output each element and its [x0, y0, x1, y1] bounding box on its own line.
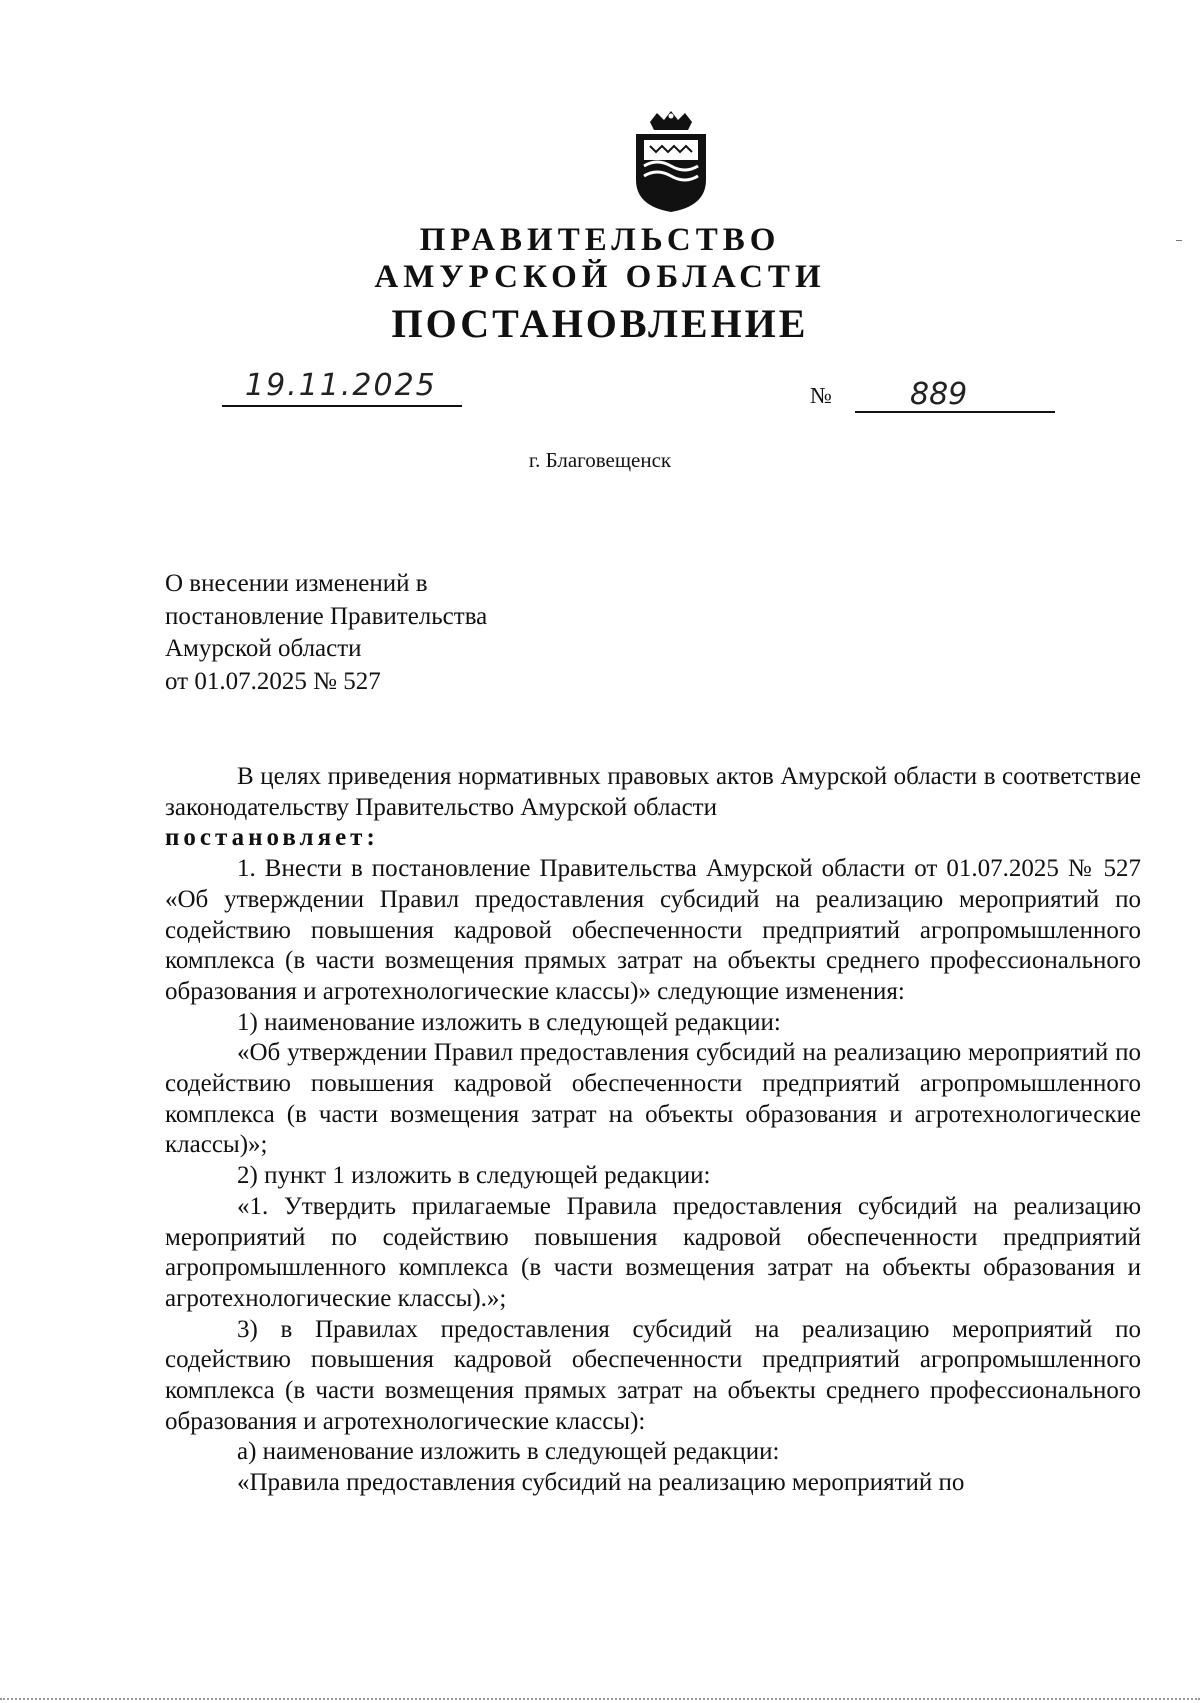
document-subject — [165, 568, 487, 698]
subject-line: от 01.07.2025 № 527 — [165, 667, 381, 695]
body-paragraph: «1. Утвердить прилагаемые Правила предоставления субсидий на реализацию мероприятий по содействию повышения кадровой обеспеченности предприятий агропромышленного комплекса (в части возмещения затрат на объекты образования и агротехнологические классы).»; — [165, 1192, 1141, 1312]
body-paragraph: 3) в Правилах предоставления субсидий на реализацию мероприятий по содействию повышения кадровой обеспеченности предприятий агропромышленного комплекса (в части возмещения прямых затрат на объекты среднего профессионального образования и агротехнологические классы): — [165, 1315, 1141, 1435]
body-paragraph: 1. Внести в постановление Правительства Амурской области от 01.07.2025 № 527 «Об утверждении Правил предоставления субсидий на реализацию мероприятий по содействию повышения кадровой обеспеченности предприятий агропромышленного комплекса (в части возмещения прямых затрат на объекты среднего профессионального образования и агротехнологические классы)» следующие изменения: — [165, 855, 1141, 1005]
subject-line: постановление Правительства — [165, 602, 488, 630]
org-name-line2: АМУРСКОЙ ОБЛАСТИ — [374, 259, 826, 295]
body-paragraph: 1) наименование изложить в следующей редакции: — [237, 1008, 781, 1036]
decree-word: постановляет: — [165, 824, 379, 852]
city-name: г. Благовещенск — [528, 448, 672, 472]
document-body — [165, 762, 1141, 1499]
document-type-title: ПОСТАНОВЛЕНИЕ — [391, 301, 809, 346]
body-paragraph: «Правила предоставления субсидий на реализацию мероприятий по — [237, 1469, 965, 1497]
subject-line: О внесении изменений в — [165, 570, 428, 597]
body-paragraph: «Об утверждении Правил предоставления субсидий на реализацию мероприятий по содействию повышения кадровой обеспеченности предприятий агропромышленного комплекса (в части возмещения затрат на объекты образования и агротехнологические классы)»; — [165, 1039, 1141, 1159]
date-underline — [222, 405, 462, 407]
body-paragraph: а) наименование изложить в следующей редакции: — [237, 1438, 780, 1466]
number-sign: № — [810, 383, 832, 408]
scan-bottom-edge — [0, 1698, 1200, 1700]
document-number: 889 — [910, 377, 968, 412]
number-underline — [855, 411, 1055, 413]
scan-edge-mark — [1176, 240, 1182, 241]
body-paragraph: 2) пункт 1 изложить в следующей редакции: — [237, 1162, 711, 1190]
document-date: 19.11.2025 — [245, 368, 437, 403]
org-name-line1: ПРАВИТЕЛЬСТВО — [419, 222, 781, 258]
preamble-paragraph: В целях приведения нормативных правовых актов Амурской области в соответствие законодательству Правительство Амурской области — [165, 763, 1141, 821]
amur-oblast-coat-of-arms-icon — [630, 110, 712, 214]
subject-line: Амурской области — [165, 635, 362, 662]
